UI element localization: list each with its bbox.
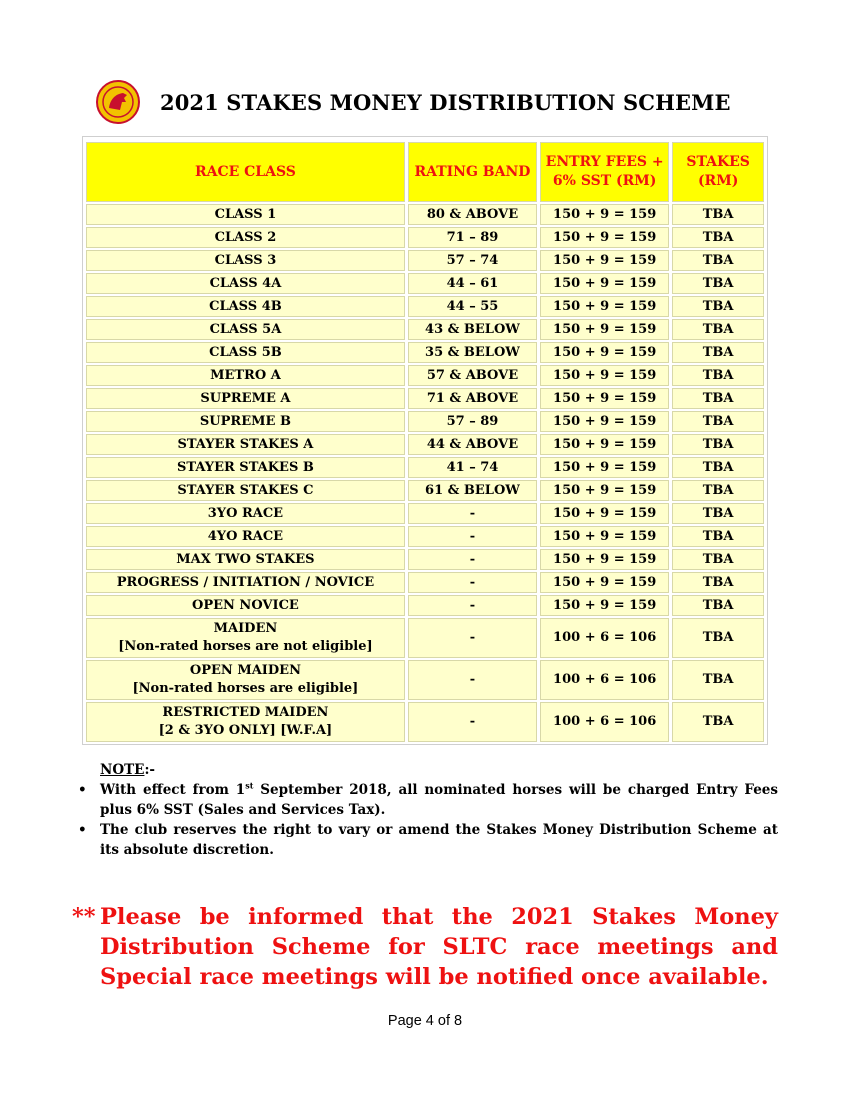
- race-class-note: [2 & 3YO ONLY] [W.F.A]: [158, 723, 333, 738]
- entry-fees-cell: 150 + 9 = 159: [540, 365, 669, 386]
- race-class-cell: OPEN NOVICE: [86, 595, 405, 616]
- entry-fees-cell: 150 + 9 = 159: [540, 411, 669, 432]
- stakes-cell: TBA: [672, 227, 764, 248]
- race-class-cell: PROGRESS / INITIATION / NOVICE: [86, 572, 405, 593]
- rating-band-cell: 57 & ABOVE: [408, 365, 537, 386]
- stakes-cell: TBA: [672, 526, 764, 547]
- stakes-cell: TBA: [672, 365, 764, 386]
- club-logo: [96, 80, 140, 124]
- table-row: [86, 549, 764, 570]
- race-class-cell: SUPREME A: [86, 388, 405, 409]
- race-class-cell: CLASS 4B: [86, 296, 405, 317]
- entry-fees-cell: 150 + 9 = 159: [540, 342, 669, 363]
- bullet-icon: •: [78, 782, 87, 798]
- header-race-class: RACE CLASS: [86, 142, 405, 202]
- rating-band-cell: 44 – 61: [408, 273, 537, 294]
- entry-fees-cell: 150 + 9 = 159: [540, 204, 669, 225]
- rating-band-cell: -: [408, 618, 537, 658]
- table-row: [86, 227, 764, 248]
- race-class-cell: CLASS 1: [86, 204, 405, 225]
- note-heading: NOTE: [100, 762, 145, 778]
- race-class-cell: [86, 660, 405, 700]
- entry-fees-cell: 150 + 9 = 159: [540, 595, 669, 616]
- race-class-cell: STAYER STAKES C: [86, 480, 405, 501]
- stakes-cell: TBA: [672, 702, 764, 742]
- race-class-cell: CLASS 5A: [86, 319, 405, 340]
- entry-fees-cell: 150 + 9 = 159: [540, 273, 669, 294]
- header-stakes: STAKES (RM): [672, 142, 764, 202]
- race-class-cell: CLASS 2: [86, 227, 405, 248]
- table-row: [86, 204, 764, 225]
- stakes-cell: TBA: [672, 342, 764, 363]
- announcement-prefix: **: [72, 904, 96, 930]
- entry-fees-cell: 100 + 6 = 106: [540, 660, 669, 700]
- note-item-1-post: September 2018, all nominated horses will be charged Entry Fees plus 6% SST (Sales and Services Tax).: [100, 782, 778, 818]
- table-row: [86, 702, 764, 742]
- page-title: 2021 STAKES MONEY DISTRIBUTION SCHEME: [160, 90, 731, 115]
- table-row: [86, 480, 764, 501]
- rating-band-cell: 35 & BELOW: [408, 342, 537, 363]
- race-class-cell: 3YO RACE: [86, 503, 405, 524]
- race-class-cell: CLASS 4A: [86, 273, 405, 294]
- race-class-name: MAIDEN: [213, 621, 278, 636]
- rating-band-cell: -: [408, 526, 537, 547]
- table-row: [86, 342, 764, 363]
- rating-band-cell: -: [408, 503, 537, 524]
- rating-band-cell: 44 & ABOVE: [408, 434, 537, 455]
- entry-fees-cell: 150 + 9 = 159: [540, 457, 669, 478]
- note-item-2: The club reserves the right to vary or amend the Stakes Money Distribution Scheme at its absolute discretion.: [100, 822, 778, 858]
- race-class-cell: CLASS 5B: [86, 342, 405, 363]
- note-item: [78, 820, 778, 860]
- stakes-cell: TBA: [672, 457, 764, 478]
- stakes-cell: TBA: [672, 319, 764, 340]
- race-class-note: [Non-rated horses are not eligible]: [118, 639, 373, 654]
- header-entry-fees: ENTRY FEES + 6% SST (RM): [540, 142, 669, 202]
- table-row: [86, 572, 764, 593]
- entry-fees-cell: 150 + 9 = 159: [540, 572, 669, 593]
- table-row: [86, 503, 764, 524]
- entry-fees-cell: 150 + 9 = 159: [540, 250, 669, 271]
- announcement-text: Please be informed that the 2021 Stakes Money Distribution Scheme for SLTC race meetings and Special race meetings will be notified once available.: [100, 904, 778, 990]
- entry-fees-cell: 150 + 9 = 159: [540, 480, 669, 501]
- entry-fees-cell: 150 + 9 = 159: [540, 319, 669, 340]
- entry-fees-cell: 150 + 9 = 159: [540, 227, 669, 248]
- race-class-cell: [86, 618, 405, 658]
- stakes-cell: TBA: [672, 273, 764, 294]
- rating-band-cell: 43 & BELOW: [408, 319, 537, 340]
- table-row: [86, 595, 764, 616]
- header-rating-band: RATING BAND: [408, 142, 537, 202]
- rating-band-cell: 71 & ABOVE: [408, 388, 537, 409]
- note-list: [78, 780, 778, 860]
- announcement: [72, 902, 778, 992]
- rating-band-cell: 61 & BELOW: [408, 480, 537, 501]
- stakes-cell: TBA: [672, 250, 764, 271]
- table-row: [86, 388, 764, 409]
- rating-band-cell: -: [408, 572, 537, 593]
- entry-fees-cell: 150 + 9 = 159: [540, 434, 669, 455]
- table-row: [86, 526, 764, 547]
- entry-fees-cell: 100 + 6 = 106: [540, 702, 669, 742]
- stakes-cell: TBA: [672, 572, 764, 593]
- race-class-cell: STAYER STAKES A: [86, 434, 405, 455]
- table-header-row: [86, 142, 764, 202]
- entry-fees-cell: 100 + 6 = 106: [540, 618, 669, 658]
- race-class-cell: [86, 702, 405, 742]
- note-section: [78, 760, 778, 860]
- table-row: [86, 660, 764, 700]
- rating-band-cell: -: [408, 702, 537, 742]
- race-class-cell: CLASS 3: [86, 250, 405, 271]
- table-row: [86, 365, 764, 386]
- stakes-cell: TBA: [672, 595, 764, 616]
- stakes-cell: TBA: [672, 296, 764, 317]
- page-number: Page 4 of 8: [387, 1013, 463, 1029]
- table-row: [86, 457, 764, 478]
- table-row: [86, 434, 764, 455]
- race-class-name: RESTRICTED MAIDEN: [162, 705, 329, 720]
- table-row: [86, 411, 764, 432]
- stakes-cell: TBA: [672, 660, 764, 700]
- race-class-cell: STAYER STAKES B: [86, 457, 405, 478]
- table-row: [86, 618, 764, 658]
- table-row: [86, 273, 764, 294]
- note-item-1-pre: With effect from 1: [100, 782, 246, 798]
- stakes-cell: TBA: [672, 480, 764, 501]
- note-item-1-sup: st: [245, 780, 254, 791]
- rating-band-cell: -: [408, 595, 537, 616]
- entry-fees-cell: 150 + 9 = 159: [540, 526, 669, 547]
- entry-fees-cell: 150 + 9 = 159: [540, 388, 669, 409]
- race-class-cell: SUPREME B: [86, 411, 405, 432]
- rating-band-cell: 80 & ABOVE: [408, 204, 537, 225]
- race-class-cell: MAX TWO STAKES: [86, 549, 405, 570]
- race-class-name: OPEN MAIDEN: [189, 663, 301, 678]
- race-class-cell: 4YO RACE: [86, 526, 405, 547]
- note-item: [78, 780, 778, 820]
- page-header: [96, 80, 776, 128]
- rating-band-cell: -: [408, 549, 537, 570]
- table-row: [86, 319, 764, 340]
- rating-band-cell: 57 – 89: [408, 411, 537, 432]
- entry-fees-cell: 150 + 9 = 159: [540, 503, 669, 524]
- table-row: [86, 250, 764, 271]
- rating-band-cell: 44 – 55: [408, 296, 537, 317]
- stakes-cell: TBA: [672, 434, 764, 455]
- rating-band-cell: 71 – 89: [408, 227, 537, 248]
- rating-band-cell: 57 – 74: [408, 250, 537, 271]
- note-heading-suffix: :-: [144, 762, 156, 778]
- table-row: [86, 296, 764, 317]
- stakes-cell: TBA: [672, 549, 764, 570]
- race-class-cell: METRO A: [86, 365, 405, 386]
- rating-band-cell: -: [408, 660, 537, 700]
- stakes-cell: TBA: [672, 204, 764, 225]
- rating-band-cell: 41 – 74: [408, 457, 537, 478]
- stakes-cell: TBA: [672, 411, 764, 432]
- bullet-icon: •: [78, 822, 87, 838]
- race-class-note: [Non-rated horses are eligible]: [132, 681, 359, 696]
- stakes-cell: TBA: [672, 388, 764, 409]
- stakes-table: [82, 136, 768, 745]
- stakes-cell: TBA: [672, 503, 764, 524]
- entry-fees-cell: 150 + 9 = 159: [540, 549, 669, 570]
- stakes-cell: TBA: [672, 618, 764, 658]
- entry-fees-cell: 150 + 9 = 159: [540, 296, 669, 317]
